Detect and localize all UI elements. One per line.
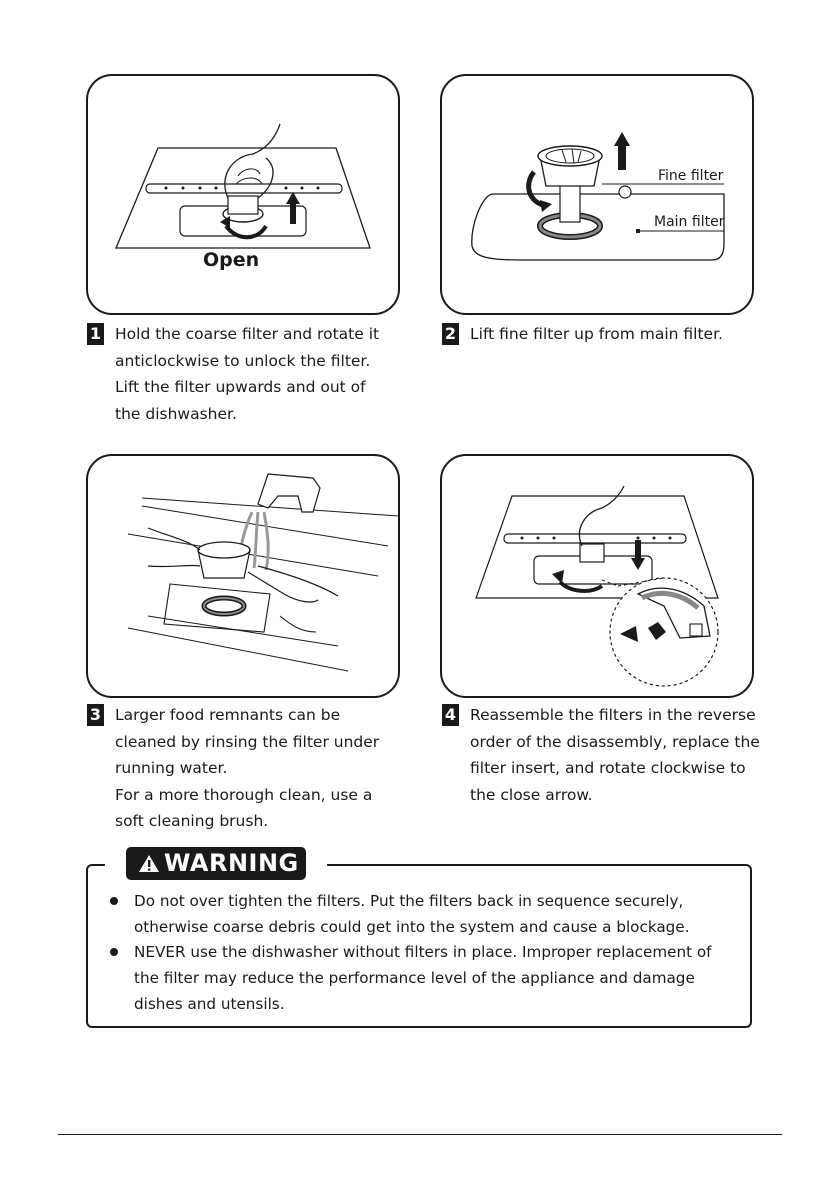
- step-number: 4: [442, 704, 459, 726]
- illustration-panel-2: [440, 74, 754, 315]
- step-line: anticlockwise to unlock the filter.: [115, 351, 371, 370]
- step-line: the close arrow.: [470, 785, 593, 804]
- warning-line: the filter may reduce the performance level of the appliance and damage: [134, 969, 695, 987]
- illustration-panel-1: [86, 74, 400, 315]
- step-line: Hold the coarse filter and rotate it: [115, 325, 380, 343]
- warning-line: NEVER use the dishwasher without filters in place. Improper replacement of: [134, 943, 712, 961]
- reassemble-filter-illustration: [442, 456, 752, 696]
- warning-line: dishes and utensils.: [134, 995, 285, 1013]
- step-line: filter insert, and rotate clockwise to: [470, 759, 746, 777]
- warning-title: WARNING: [164, 849, 299, 877]
- step-line: order of the disassembly, replace the: [470, 732, 760, 751]
- coarse-filter-illustration: [88, 76, 398, 313]
- step-line: soft cleaning brush.: [115, 812, 269, 830]
- step-number: 1: [87, 323, 104, 345]
- step-number: 3: [87, 704, 104, 726]
- step-line: running water.: [115, 759, 228, 777]
- main-filter-label: Main filter: [654, 214, 725, 230]
- step-line: For a more thorough clean, use a: [115, 785, 373, 804]
- footer-divider: [58, 1134, 782, 1135]
- step-line: Lift the filter upwards and out of: [115, 378, 366, 396]
- warning-line: otherwise coarse debris could get into the system and cause a blockage.: [134, 918, 690, 936]
- open-label: Open: [203, 249, 260, 271]
- step-description: [115, 702, 379, 835]
- step-description: [470, 321, 723, 348]
- bullet-dot: [110, 897, 118, 905]
- rinsing-filter-illustration: [88, 456, 398, 696]
- warning-line: Do not over tighten the filters. Put the filters back in sequence securely,: [134, 892, 684, 910]
- warning-badge: [126, 847, 306, 880]
- bullet-dot: [110, 948, 118, 956]
- step-number: 2: [442, 323, 459, 345]
- illustration-panel-4: [440, 454, 754, 698]
- step-line: Larger food remnants can be: [115, 706, 341, 724]
- step-line: Lift fine filter up from main filter.: [470, 325, 723, 343]
- step-line: the dishwasher.: [115, 404, 237, 423]
- fine-filter-label: Fine filter: [658, 168, 724, 184]
- step-description: [470, 702, 760, 808]
- step-line: Reassemble the filters in the reverse: [470, 706, 756, 724]
- illustration-panel-3: [86, 454, 400, 698]
- step-description: [115, 321, 379, 427]
- warning-triangle-icon: [138, 854, 160, 873]
- step-line: cleaned by rinsing the filter under: [115, 732, 380, 751]
- fine-filter-illustration: [442, 76, 752, 313]
